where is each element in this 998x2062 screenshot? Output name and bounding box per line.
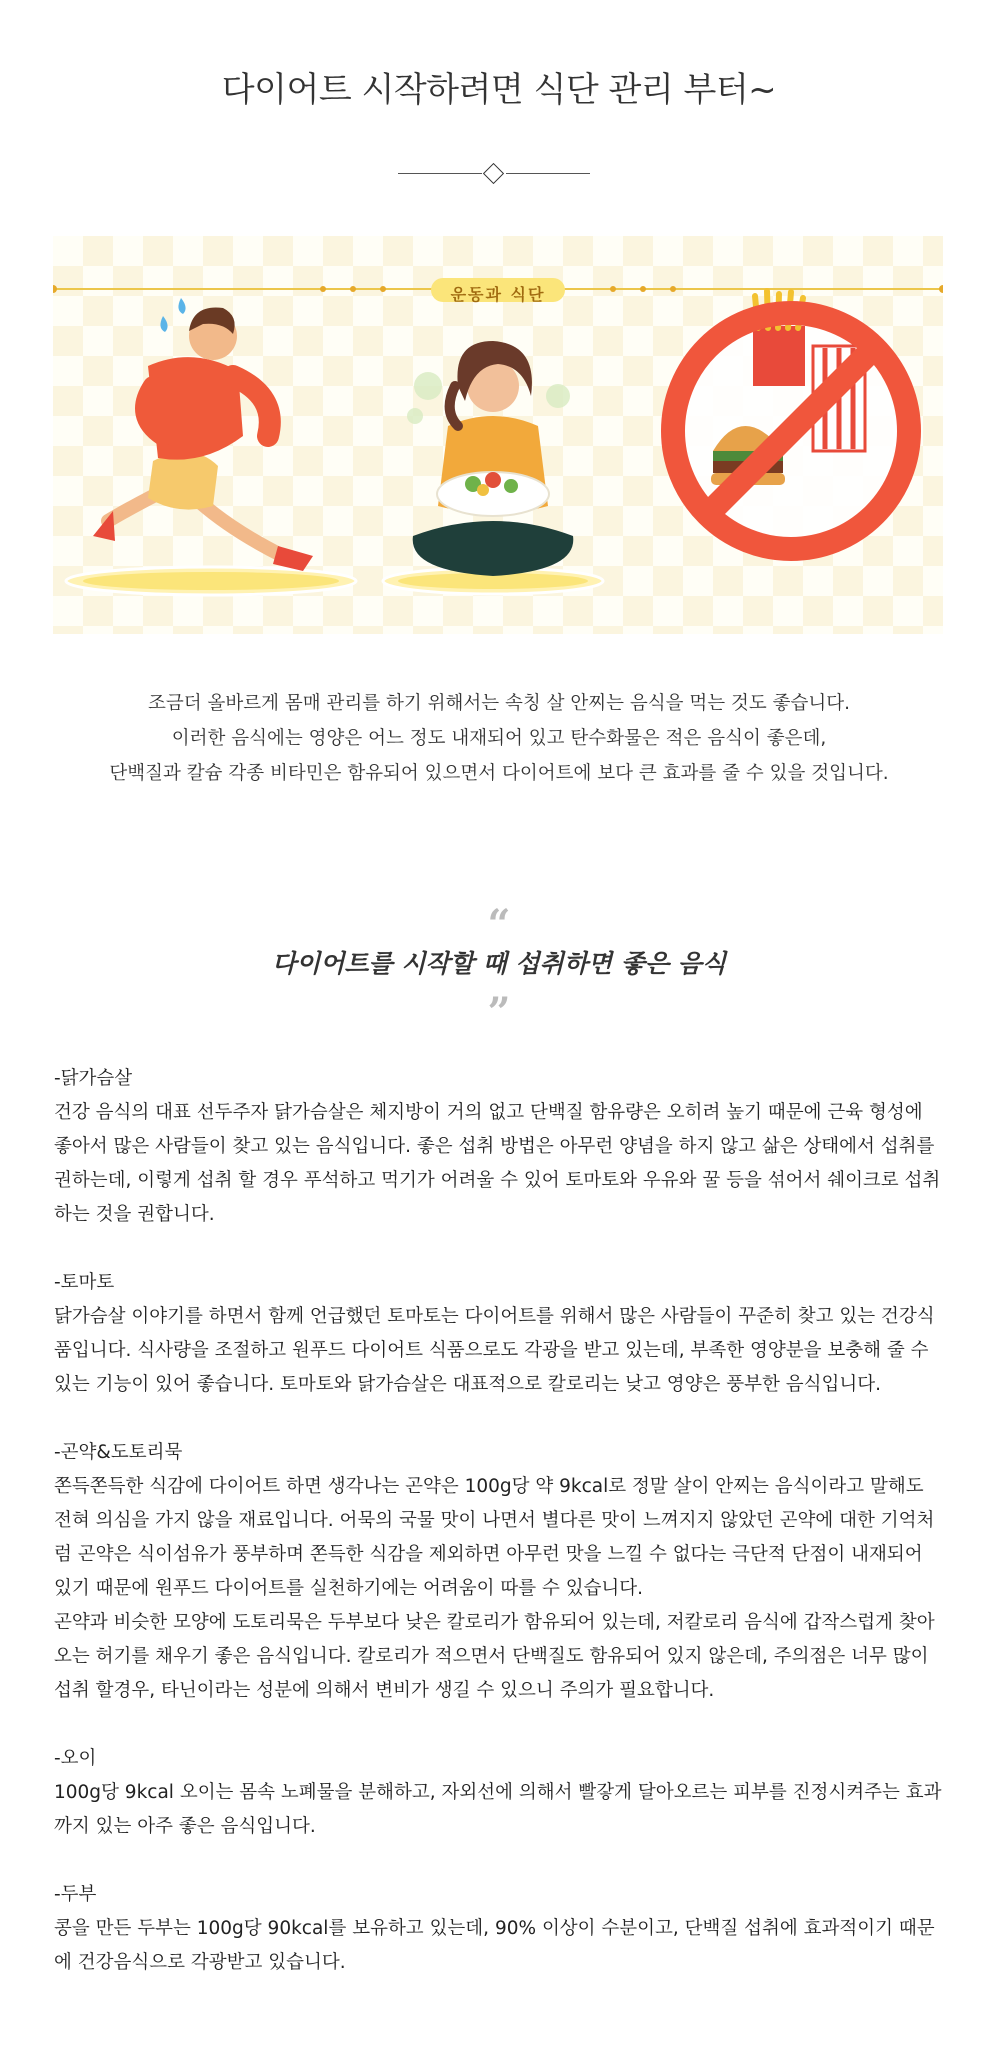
section-title: -토마토 xyxy=(54,1272,115,1293)
section-title: -닭가슴살 xyxy=(54,1068,133,1089)
intro-line: 이러한 음식에는 영양은 어느 정도 내재되어 있고 탄수화물은 적은 음식이 좋은데, xyxy=(171,728,827,749)
no-fast-food-icon xyxy=(663,291,919,559)
diamond-icon xyxy=(483,163,504,184)
food-section-chicken xyxy=(54,1062,944,1232)
banner-tag-label: 운동과 식단 xyxy=(450,285,546,304)
intro-line: 조금더 올바르게 몸매 관리를 하기 위해서는 속칭 살 안찌는 음식을 먹는 것도 좋습니다. xyxy=(148,693,850,714)
section-paragraph: 닭가슴살 이야기를 하면서 함께 언급했던 토마토는 다이어트를 위해서 많은 사람들이 꾸준히 찾고 있는 건강식품입니다. 식사량을 조절하고 원푸드 다이어트 식품으로도 각광을 받고 있는데, 부족한 영양분을 보충해 줄 수 있는 기능이 있어 좋습니다. 토마토와 닭가슴살은 대표적으로 칼로리는 낮고 영양은 풍부한 음식입니다. xyxy=(54,1306,935,1395)
divider-line-right xyxy=(506,173,590,174)
section-title: -곤약&도토리묵 xyxy=(54,1442,183,1463)
food-section-tofu xyxy=(54,1878,944,1980)
section-title: -두부 xyxy=(54,1884,97,1905)
section-paragraph: 곤약과 비슷한 모양에 도토리묵은 두부보다 낮은 칼로리가 함유되어 있는데, 저칼로리 음식에 갑작스럽게 찾아오는 허기를 채우기 좋은 음식입니다. 칼로리가 적으면서 단백질도 함유되어 있지 않은데, 주의점은 너무 많이 섭취 할경우, 타닌이라는 성분에 의해서 변비가 생길 수 있으니 주의가 필요합니다. xyxy=(54,1612,935,1701)
section-title: -오이 xyxy=(54,1748,97,1769)
banner-illustration xyxy=(53,236,943,634)
article-body xyxy=(54,1062,944,2014)
intro-line: 단백질과 칼슘 각종 비타민은 함유되어 있으면서 다이어트에 보다 큰 효과를 줄 수 있을 것입니다. xyxy=(109,763,889,784)
section-paragraph: 쫀득쫀득한 식감에 다이어트 하면 생각나는 곤약은 100g당 약 9kcal로 정말 살이 안찌는 음식이라고 말해도 전혀 의심을 가지 않을 재료입니다. 어묵의 국물 맛이 나면서 별다른 맛이 느껴지지 않았던 곤약에 대한 기억처럼 곤약은 식이섬유가 풍부하며 쫀득한 식감을 제외하면 아무런 맛을 느낄 수 없다는 극단적 단점이 내재되어 있기 때문에 원푸드 다이어트를 실천하기에는 어려움이 따를 수 있습니다. xyxy=(54,1476,935,1599)
running-man-icon xyxy=(66,298,356,595)
food-section-cucumber xyxy=(54,1742,944,1844)
intro-paragraph xyxy=(0,686,998,791)
food-section-tomato xyxy=(54,1266,944,1402)
quote-heading: 다이어트를 시작할 때 섭취하면 좋은 음식 xyxy=(271,949,727,978)
section-paragraph: 100g당 9kcal 오이는 몸속 노폐물을 분해하고, 자외선에 의해서 빨갛게 달아오르는 피부를 진정시켜주는 효과까지 있는 아주 좋은 음식입니다. xyxy=(54,1782,942,1837)
section-paragraph: 콩을 만든 두부는 100g당 90kcal를 보유하고 있는데, 90% 이상이 수분이고, 단백질 섭취에 효과적이기 때문에 건강음식으로 각광받고 있습니다. xyxy=(54,1918,935,1973)
food-section-konjac xyxy=(54,1436,944,1708)
close-quote-icon: ” xyxy=(487,989,511,1036)
title-divider xyxy=(398,164,590,184)
page-title: 다이어트 시작하려면 식단 관리 부터~ xyxy=(221,70,777,110)
open-quote-icon: “ xyxy=(487,901,511,948)
section-paragraph: 건강 음식의 대표 선두주자 닭가슴살은 체지방이 거의 없고 단백질 함유량은 오히려 높기 때문에 근육 형성에 좋아서 많은 사람들이 찾고 있는 음식입니다. 좋은 섭취 방법은 아무런 양념을 하지 않고 삶은 상태에서 섭취를 권하는데, 이렇게 섭취 할 경우 푸석하고 먹기가 어려울 수 있어 토마토와 우유와 꿀 등을 섞어서 쉐이크로 섭취 하는 것을 권합니다. xyxy=(54,1102,941,1225)
woman-eating-salad-icon xyxy=(383,341,603,594)
divider-line-left xyxy=(398,173,482,174)
